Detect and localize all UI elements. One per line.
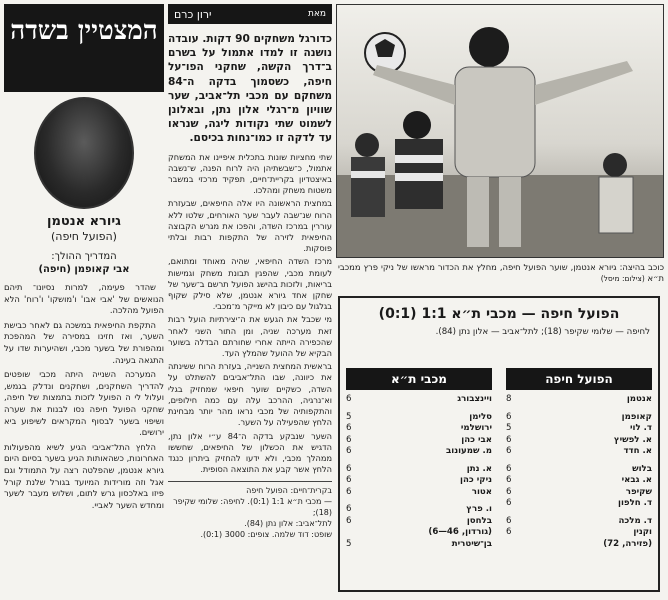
lineup-row bbox=[506, 498, 652, 510]
player-of-match-column bbox=[4, 4, 164, 596]
scorers-line: לחיפה — שלומי שקיפר (18); לתל־אביב — אלון נתן (84). bbox=[435, 327, 650, 337]
player-club: (הפועל חיפה) bbox=[51, 230, 117, 243]
coach-name: אבי קאופמן (חיפה) bbox=[38, 264, 130, 275]
lineup-row bbox=[506, 539, 652, 551]
lineup-player-name: א. גבאי bbox=[621, 475, 652, 485]
photo-caption bbox=[338, 262, 664, 284]
lineup-player-rating: 6 bbox=[346, 394, 352, 404]
lineup-row bbox=[506, 527, 652, 539]
paragraph: התקפת החיפאית במשכה גם לאחר כבישת השער, ואז חזינו במסירה של המהפכת ומהפורת של בשער מכבי, ושהיערות שדו על התגאה בעינה. bbox=[4, 319, 164, 365]
lineup-row bbox=[346, 412, 492, 424]
team-lineups bbox=[346, 368, 652, 584]
player-of-match-title: המצטיין בשדה bbox=[4, 4, 164, 92]
lineup-player-name: ד. מלכה bbox=[618, 515, 652, 526]
lineup-player-name: בלחסן bbox=[466, 515, 492, 526]
lineup-player-name: (פזירה, 72) bbox=[603, 538, 652, 549]
article-lead: כדורגל משחקים 90 דקות. עובדה נושנה זו למדו אתמול על בשרם ב־דרך הקשה, שחקני הפו־על חיפה, כשסמוך בדקה ה־84 משחקם עם מכבי תל־אביב, שער שוויון מ־רגלי אלון נתן, ובאלונן לשמוט שתי נקודות ליגה, שנראו עד לדקה זו כמו־נחות בכיסם. bbox=[168, 33, 332, 145]
lineup-player-rating: 5 bbox=[506, 423, 512, 433]
player-portrait-image bbox=[34, 97, 134, 209]
lineup-row bbox=[506, 475, 652, 487]
lineup-player-rating: 6 bbox=[346, 486, 352, 497]
player-name: גיורא אנטמן bbox=[47, 214, 121, 229]
lineup-row bbox=[346, 464, 492, 476]
lineup-player-rating: 6 bbox=[506, 515, 512, 526]
lineup-player-name: (גורדון, 46—6) bbox=[428, 527, 492, 537]
paragraph: שתי מחציות שונות בתכלית איפיינו את המשחק אתמול, כ־שבשתיהן היה לרוח הפנה, ש־נשבה באיצטדיון בקריית־חיים, תפקיד מרכזי במשבר משטוח משחק ומהלכו. bbox=[168, 151, 332, 196]
lineup-player-rating: 6 bbox=[506, 475, 512, 485]
lineup-player-rating: 6 bbox=[506, 463, 512, 474]
lineup-player-rating: 6 bbox=[346, 423, 352, 433]
lineup-player-rating: 6 bbox=[346, 446, 352, 456]
paragraph: מי שכבל את הגעש את ה־יצירתיות הועל רבות זאת מערכה שניה, ומן התור השני לאחר שהכפירה הייתה אחרי שחורתם הבדלה בשוער הבקיא של ההועל שהמלץ העד. bbox=[168, 314, 332, 359]
lineup-player-rating: 6 bbox=[346, 504, 352, 514]
lineup-player-rating: 8 bbox=[506, 394, 512, 404]
lineup-player-name: ירושלמי bbox=[460, 423, 492, 433]
lineup-row bbox=[346, 487, 492, 499]
paragraph: שהדר פעימה, למרות נסיונו־ תיהם הנואשים של 'אבי אבו' ו'מושקו' ו'רוח' הלא הפועל מהלכה. bbox=[4, 282, 164, 316]
lineup-player-name: ו. פרץ bbox=[466, 504, 492, 514]
lineup-player-name: ד. חלפון bbox=[618, 498, 652, 508]
match-fact-line: בקרית־חיים: הפועל חיפה bbox=[246, 486, 332, 496]
lineup-player-rating: 5 bbox=[346, 538, 352, 549]
lineup-row bbox=[506, 423, 652, 435]
lineup-player-rating: 6 bbox=[506, 527, 512, 537]
lineup-player-rating: 6 bbox=[506, 498, 512, 508]
lineup-row bbox=[506, 412, 652, 424]
photo-and-lineups-column bbox=[338, 4, 664, 596]
lineup-player-name: ויינצבורג bbox=[457, 394, 492, 404]
lineup-player-name: א. חדד bbox=[623, 446, 652, 456]
lineup-row bbox=[506, 394, 652, 406]
lineup-player-name: ד. לוי bbox=[630, 423, 652, 433]
byline-label: מאת bbox=[307, 9, 326, 19]
paragraph: במחצית הראשונה היו אלה החיפאים, שבעזרת הרוח שנ־שבה לעבר שער האורחים, שלטו ללא עוררין במרכז השדה, והפכו את מגרש הקבוצה החיפאית לזירה של התקפות רבות ובלתי פוסקות. bbox=[168, 198, 332, 254]
lineup-row bbox=[346, 423, 492, 435]
match-fact-line: שופט: דוד שלמה. צופים: 3000 (0:1). bbox=[200, 530, 332, 540]
lineup-row bbox=[346, 539, 492, 551]
lineup-row bbox=[346, 504, 492, 516]
player-article-body bbox=[4, 282, 164, 511]
paragraph: בראשית המחצית השנייה, בעזרת הרוח ששינתה את כיוונה, שבו התל־אביבים להשתלט על השדה, כשקיים שוער חיפאי שמחזיק בגלי וא־נרגיה, ההרכב עלה עם כמה חילופים, והתקפותיה של מכבי נראו מהר יותר מבחינת הלחץ שהפעילה על השער. bbox=[168, 361, 332, 428]
lineup-row bbox=[346, 394, 492, 406]
lineup-player-name: אבי כהן bbox=[461, 434, 492, 445]
paragraph: המערכה השנייה היתה מכבי שופטים להדריך השחקנים, ושחקנים ונדלק בגמש, ועלול לי ה הפועל לזכות בתמצות של חיפה, שחקני הפועל חיפה נסו לבנות את שערה ושיפוי בשער לבסוף המקראים לשיפוע ביא ירושים. bbox=[4, 369, 164, 438]
article-body bbox=[168, 152, 332, 476]
coach-label: המדריך ההולך: bbox=[51, 251, 117, 262]
lineup-player-rating: 6 bbox=[506, 486, 512, 497]
lineups-box bbox=[338, 296, 660, 592]
lineup-player-rating: 6 bbox=[506, 434, 512, 445]
lineup-player-rating: 6 bbox=[346, 463, 352, 474]
match-report-column bbox=[168, 4, 332, 596]
home-team-name: הפועל חיפה bbox=[506, 368, 652, 390]
lineup-player-rating: 5 bbox=[346, 411, 352, 422]
lineup-player-rating: 6 bbox=[506, 411, 512, 422]
lineup-player-rating: 6 bbox=[346, 515, 352, 526]
lineup-player-rating: 6 bbox=[346, 475, 352, 485]
lineup-player-name: בלוש bbox=[632, 463, 652, 474]
match-score-heading: הפועל חיפה — מכבי ת״א 1:1 (0:1) bbox=[378, 306, 620, 322]
away-team-name: מכבי ת״א bbox=[346, 368, 492, 390]
lineup-row bbox=[346, 527, 492, 539]
lineup-player-name: אטור bbox=[471, 486, 492, 497]
lineup-row bbox=[506, 435, 652, 447]
author-name: ירון כרם bbox=[174, 7, 212, 21]
photo-credit: (צילום: מיסל) bbox=[600, 274, 645, 283]
match-photo-illustration bbox=[337, 5, 663, 257]
lineup-row bbox=[506, 487, 652, 499]
lineup-row bbox=[506, 516, 652, 528]
lineup-player-name: שקיפר bbox=[625, 486, 652, 497]
away-team-lineup bbox=[346, 368, 492, 584]
paragraph: הלחץ התל־אביבי הגיע לשיא מהפעולות האחרונות, כשהאותות הגיע בשער בסיום היום גיורא אנטמן, שהפלטה רצה על התמודל וגם אגל וזה מורידות המיועד בגורל שלנת קורל פיזו באלכסון גרש לתום, ושלוש מעבר לשער ומחדש השער לאביי. bbox=[4, 441, 164, 510]
portrait-frame bbox=[4, 92, 164, 214]
match-fact-line: — מכבי ת״א 1:1 (0:1). לחיפה: שלומי שקיפר (18); bbox=[173, 497, 332, 518]
photo-caption-text: כוכב בהיצה: גיורא אנטמן, שוער הפועל חיפה, מחלץ את הכדור מראשו של ניקי פרץ ממכבי ת״א bbox=[338, 262, 664, 283]
lineup-row bbox=[346, 516, 492, 528]
lineup-player-name: א. נתן bbox=[466, 463, 492, 474]
match-photo bbox=[336, 4, 664, 258]
lineup-player-name: וקנין bbox=[633, 527, 652, 537]
paragraph: מרכז השדה החיפאי, שהיה מאוחד ומתואם, לעומת מכבי, שהפגין תבונת משחק וגמישות בריאות, ולזכות בהישג הפועל תרשם ב־שער של שחקן אחד גיורא אנטמן, שלא סילק שקוף בגלגול עם כיבון לא מייקר מ־מכבי. bbox=[168, 256, 332, 312]
paragraph: השער שנבקע בדקה ה־84 ע״י אלון נתן, הדגיש את הכשלון של החיפאים, שחששו ממהלך מכבי, ולא ידעו להחזיק ביתרון כנגד הלחץ אשר קבע את התוצאה הסופית. bbox=[168, 430, 332, 475]
lineup-player-name: מ. שמעונוב bbox=[446, 446, 492, 456]
lineup-player-name: ניקי כהן bbox=[460, 475, 492, 485]
home-team-lineup bbox=[506, 368, 652, 584]
match-facts bbox=[168, 481, 332, 540]
lineup-row bbox=[346, 475, 492, 487]
lineup-player-name: קאופמן bbox=[621, 411, 652, 422]
byline bbox=[168, 4, 332, 24]
lineup-player-name: אנטמן bbox=[626, 394, 652, 404]
lineup-row bbox=[346, 435, 492, 447]
match-fact-line: לתל־אביב: אלון נתן (84). bbox=[244, 519, 332, 529]
lineup-player-rating: 6 bbox=[506, 446, 512, 456]
lineup-row bbox=[346, 446, 492, 458]
lineup-player-name: בן־שיטרית bbox=[451, 538, 492, 549]
lineup-row bbox=[506, 446, 652, 458]
lineup-player-name: א. לפשיץ bbox=[613, 434, 652, 445]
lineup-player-name: סלימן bbox=[469, 411, 492, 422]
lineup-row bbox=[506, 464, 652, 476]
lineup-player-rating: 6 bbox=[346, 434, 352, 445]
